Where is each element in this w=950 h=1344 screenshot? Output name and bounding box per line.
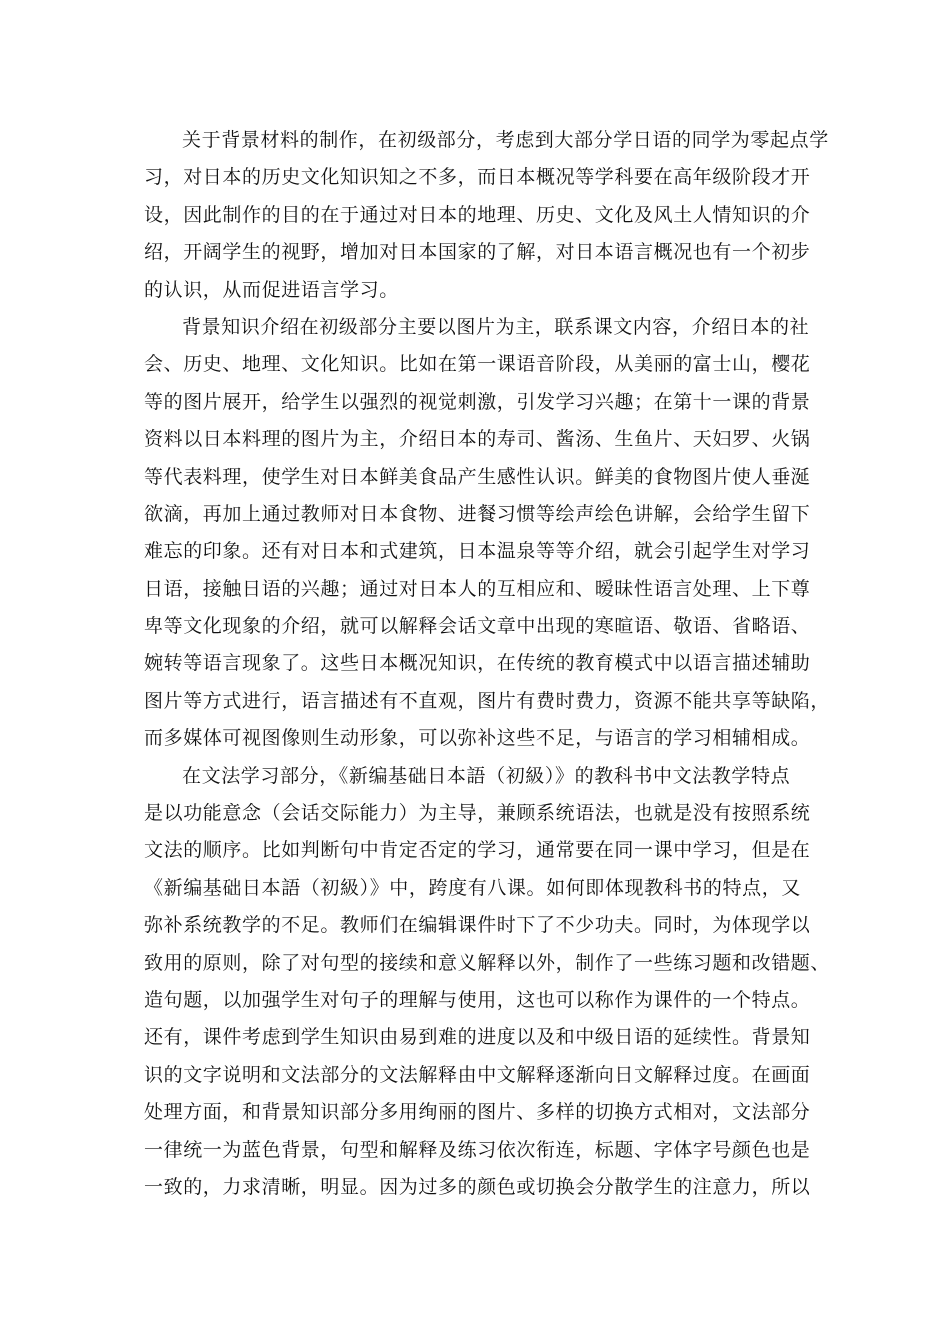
- text-line: 致用的原则，除了对句型的接续和意义解释以外，制作了一些练习题和改错题、: [144, 951, 831, 974]
- body-text: [144, 122, 831, 1206]
- text-line: 卑等文化现象的介绍，就可以解释会话文章中出现的寒暄语、敬语、省略语、: [144, 615, 811, 638]
- text-line: 设，因此制作的目的在于通过对日本的地理、历史、文化及风土人情知识的介: [144, 203, 811, 226]
- text-line: 的认识，从而促进语言学习。: [144, 278, 399, 301]
- text-line: 关于背景材料的制作，在初级部分，考虑到大部分学日语的同学为零起点学: [182, 129, 829, 151]
- text-line: 等代表料理，使学生对日本鲜美食品产生感性认识。鲜美的食物图片使人垂涎: [144, 465, 811, 488]
- text-line: 会、历史、地理、文化知识。比如在第一课语音阶段，从美丽的富士山，樱花: [144, 353, 811, 376]
- text-line: 造句题，以加强学生对句子的理解与使用，这也可以称作为课件的一个特点。: [144, 988, 811, 1011]
- text-line: 图片等方式进行，语言描述有不直观，图片有费时费力，资源不能共享等缺陷，: [144, 689, 831, 712]
- text-line: 日语，接触日语的兴趣；通过对日本人的互相应和、暧昧性语言处理、上下尊: [144, 577, 811, 600]
- text-line: 处理方面，和背景知识部分多用绚丽的图片、多样的切换方式相对，文法部分: [144, 1101, 811, 1124]
- text-line: 背景知识介绍在初级部分主要以图片为主，联系课文内容，介绍日本的社: [182, 315, 810, 338]
- text-line: 文法的顺序。比如判断句中肯定否定的学习，通常要在同一课中学习，但是在: [144, 839, 811, 862]
- text-line: 而多媒体可视图像则生动形象，可以弥补这些不足，与语言的学习相辅相成。: [144, 727, 811, 750]
- paragraph-grammar-learning: [144, 758, 831, 1207]
- text-line: 绍，开阔学生的视野，增加对日本国家的了解，对日本语言概况也有一个初步: [144, 241, 811, 264]
- text-line: 资料以日本料理的图片为主，介绍日本的寿司、酱汤、生鱼片、天妇罗、火锅: [144, 428, 811, 451]
- text-line: 是以功能意念（会话交际能力）为主导，兼顾系统语法，也就是没有按照系统: [144, 802, 811, 825]
- paragraph-background-materials: [144, 122, 829, 309]
- text-line: 在文法学习部分，《新编基础日本語（初級）》的教科书中文法教学特点: [182, 764, 791, 787]
- text-line: 一律统一为蓝色背景，句型和解释及练习依次衔连，标题、字体字号颜色也是: [144, 1138, 811, 1161]
- text-line: 识的文字说明和文法部分的文法解释由中文解释逐渐向日文解释过度。在画面: [144, 1063, 811, 1086]
- text-line: 婉转等语言现象了。这些日本概况知识，在传统的教育模式中以语言描述辅助: [144, 652, 811, 675]
- text-line: 《新编基础日本語（初級）》中，跨度有八课。如何即体现教科书的特点，又: [144, 876, 801, 899]
- text-line: 还有，课件考虑到学生知识由易到难的进度以及和中级日语的延续性。背景知: [144, 1026, 811, 1049]
- text-line: 习，对日本的历史文化知识知之不多，而日本概况等学科要在高年级阶段才开: [144, 166, 811, 189]
- paragraph-background-knowledge: [144, 309, 831, 758]
- text-line: 欲滴，再加上通过教师对日本食物、进餐习惯等绘声绘色讲解，会给学生留下: [144, 502, 811, 525]
- text-line: 弥补系统教学的不足。教师们在编辑课件时下了不少功夫。同时，为体现学以: [144, 914, 811, 937]
- text-line: 一致的，力求清晰，明显。因为过多的颜色或切换会分散学生的注意力，所以: [144, 1175, 811, 1198]
- text-line: 等的图片展开，给学生以强烈的视觉刺激，引发学习兴趣；在第十一课的背景: [144, 390, 811, 413]
- text-line: 难忘的印象。还有对日本和式建筑，日本温泉等等介绍，就会引起学生对学习: [144, 540, 811, 563]
